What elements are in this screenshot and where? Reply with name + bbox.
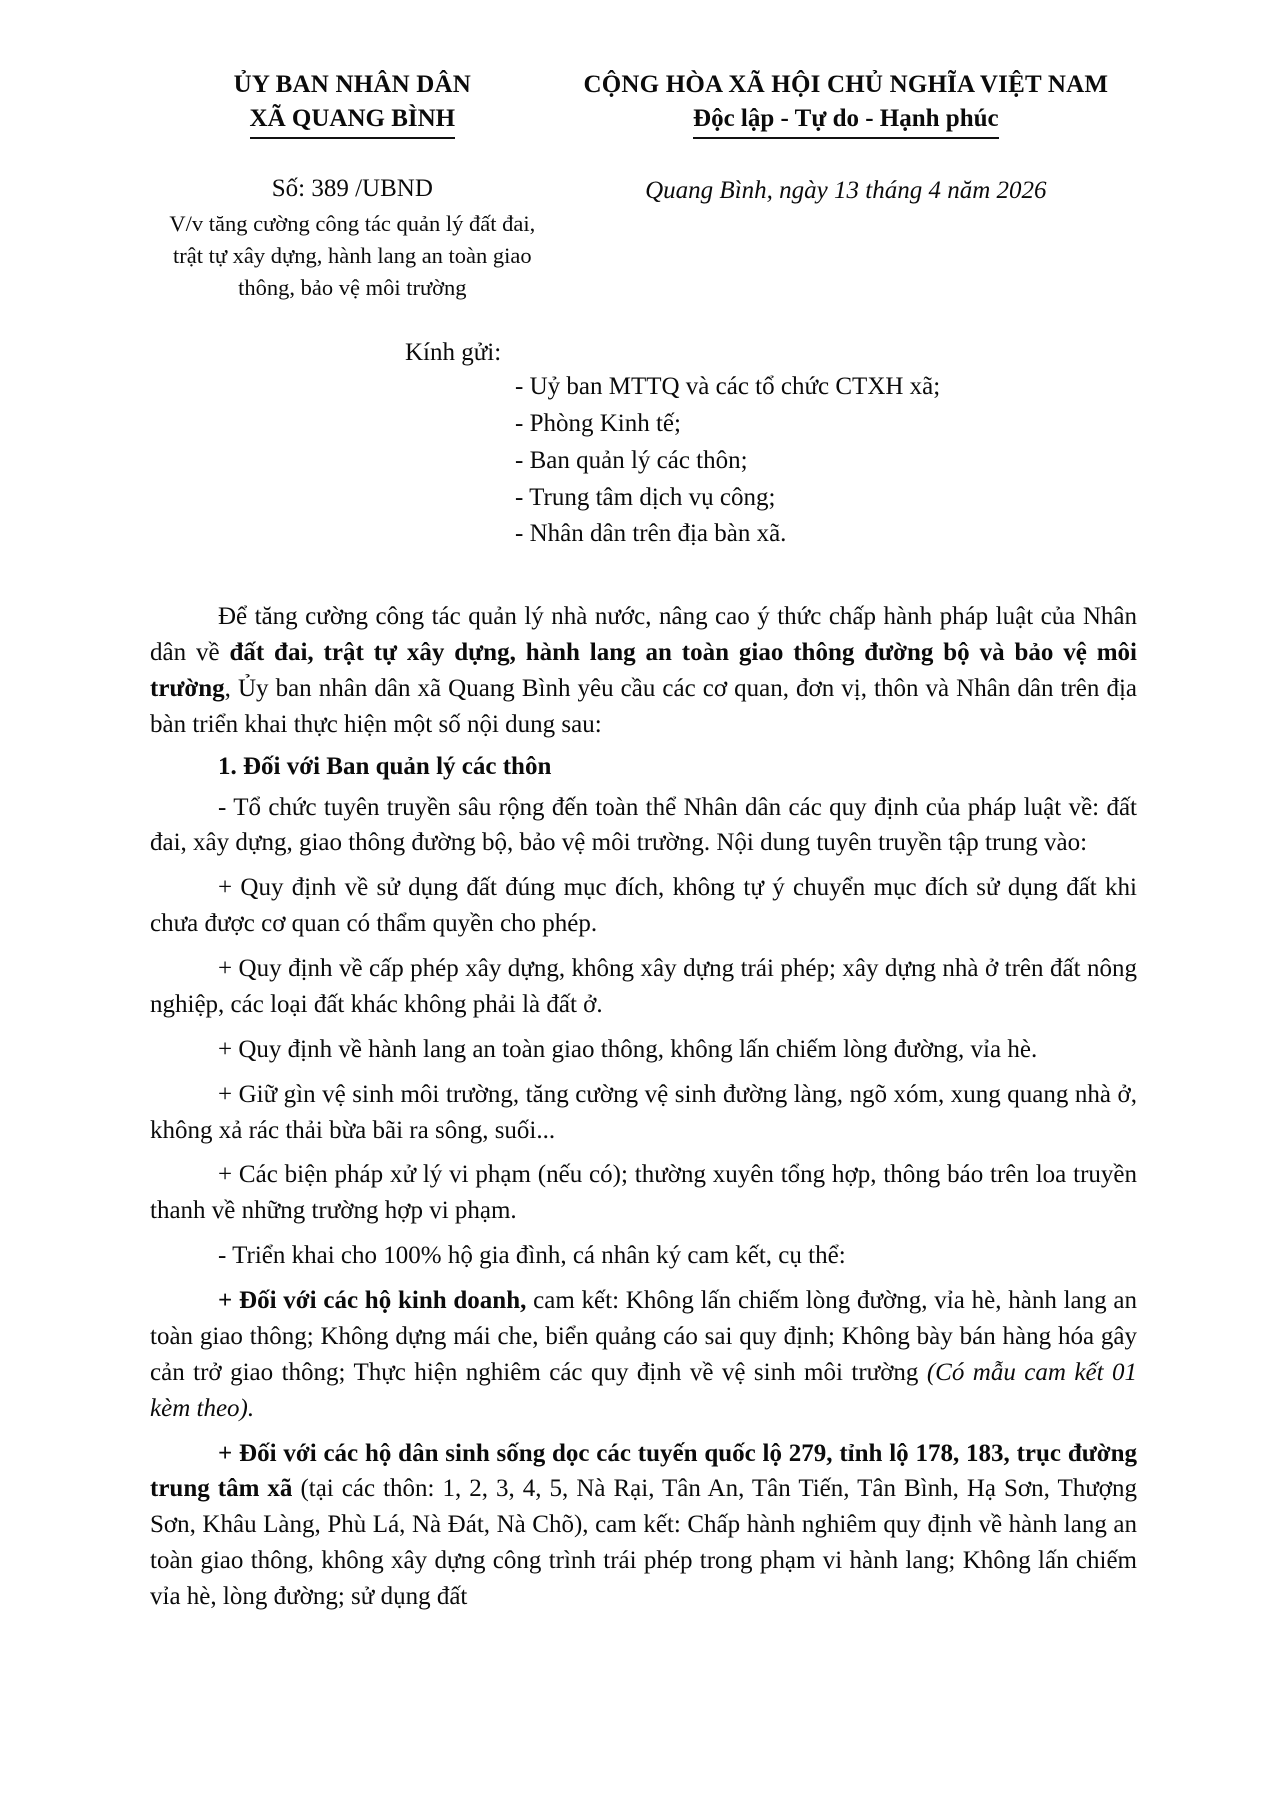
national-title: CỘNG HÒA XÃ HỘI CHỦ NGHĨA VIỆT NAM (583, 71, 1109, 98)
paragraph-commitment-rollout: - Triển khai cho 100% hộ gia đình, cá nhân ký cam kết, cụ thể: (218, 1242, 846, 1270)
national-motto: Độc lập - Tự do - Hạnh phúc (693, 102, 999, 139)
section-1-heading: 1. Đối với Ban quản lý các thôn (218, 752, 552, 780)
addressee-block (150, 334, 1137, 553)
national-heading-block (555, 56, 1137, 205)
recipient-item: - Uỷ ban MTTQ và các tổ chức CTXH xã; (515, 373, 941, 401)
paragraph-violation-handling: + Các biện pháp xử lý vi phạm (nếu có); thường xuyên tổng hợp, thông báo trên loa truyền thanh về những trường hợp vi phạm. (150, 1161, 1137, 1225)
national-motto-wrap (555, 102, 1137, 139)
recipient-item: - Trung tâm dịch vụ công; (515, 483, 776, 511)
paragraph-environment-hygiene: + Giữ gìn vệ sinh môi trường, tăng cường vệ sinh đường làng, ngõ xóm, xung quang nhà ở, không xả rác thải bừa bãi ra sông, suối... (150, 1080, 1137, 1144)
business-households-note: (Có mẫu cam kết 01 kèm theo). (150, 1358, 1137, 1422)
intro-paragraph (150, 599, 1137, 743)
paragraph-business-households (150, 1283, 1137, 1427)
business-households-text: cam kết: Không lấn chiếm lòng đường, vỉa hè, hành lang an toàn giao thông; Không dựng mái che, biển quảng cáo sai quy định; Không bày bán hàng hóa gây cản trở giao thông; Thực hiện nghiêm các quy định về vệ sinh môi trường (150, 1287, 1137, 1386)
document-header (150, 56, 1137, 304)
roadside-households-text: (tại các thôn: 1, 2, 3, 4, 5, Nà Rại, Tân An, Tân Tiến, Tân Bình, Hạ Sơn, Thượng Sơn, Khâu Làng, Phù Lá, Nà Đát, Nà Chõ), cam kết: Chấp hành nghiêm quy định về hành lang an toàn giao thông, không xây dựng công trình trái phép trong phạm vi hành lang; Không lấn chiếm vỉa hè, lòng đường; sử dụng đất (150, 1475, 1137, 1611)
intro-text-part2: , Ủy ban nhân dân xã Quang Bình yêu cầu các cơ quan, đơn vị, thôn và Nhân dân trên địa bàn triển khai thực hiện một số nội dung sau: (150, 674, 1137, 738)
issuing-authority-block (150, 56, 555, 304)
issuing-authority-commune: XÃ QUANG BÌNH (250, 102, 456, 139)
intro-text-part1: Để tăng cường công tác quản lý nhà nước, nâng cao ý thức chấp hành pháp luật của Nhân dân về (150, 603, 1137, 666)
issuing-authority-name: ỦY BAN NHÂN DÂN (233, 71, 472, 98)
issuing-authority-sub-wrap (150, 102, 555, 139)
recipient-item: - Nhân dân trên địa bàn xã. (515, 520, 787, 548)
paragraph-propaganda: - Tổ chức tuyên truyền sâu rộng đến toàn thể Nhân dân các quy định của pháp luật về: đất đai, xây dựng, giao thông đường bộ, bảo vệ môi trường. Nội dung tuyên truyền tập trung vào: (150, 793, 1137, 857)
recipient-item: - Ban quản lý các thôn; (515, 446, 748, 474)
paragraph-land-use: + Quy định về sử dụng đất đúng mục đích, không tự ý chuyển mục đích sử dụng đất khi chưa được cơ quan có thẩm quyền cho phép. (150, 874, 1137, 938)
recipient-item: - Phòng Kinh tế; (515, 410, 681, 438)
roadside-households-label: + Đối với các hộ dân sinh sống dọc các tuyến quốc lộ 279, tỉnh lộ 178, 183, trục đường trung tâm xã (150, 1439, 1137, 1503)
document-subject: V/v tăng cường công tác quản lý đất đai, trật tự xây dựng, hành lang an toàn giao thông, bảo vệ môi trường (169, 211, 536, 300)
business-households-label: + Đối với các hộ kinh doanh, (218, 1287, 527, 1315)
document-body (150, 599, 1137, 1615)
intro-text-bold: đất đai, trật tự xây dựng, hành lang an toàn giao thông đường bộ và bảo vệ môi trường (150, 638, 1137, 702)
paragraph-roadside-households (150, 1436, 1137, 1615)
recipient-list (515, 369, 1137, 553)
document-number: Số: 389 /UBND (271, 174, 433, 202)
place-and-date: Quang Bình, ngày 13 tháng 4 năm 2026 (645, 176, 1047, 204)
paragraph-traffic-corridor: + Quy định về hành lang an toàn giao thông, không lấn chiếm lòng đường, vỉa hè. (218, 1035, 1038, 1063)
paragraph-construction-permit: + Quy định về cấp phép xây dựng, không xây dựng trái phép; xây dựng nhà ở trên đất nông nghiệp, các loại đất khác không phải là đất ở. (150, 955, 1137, 1018)
addressee-label: Kính gửi: (405, 338, 502, 366)
